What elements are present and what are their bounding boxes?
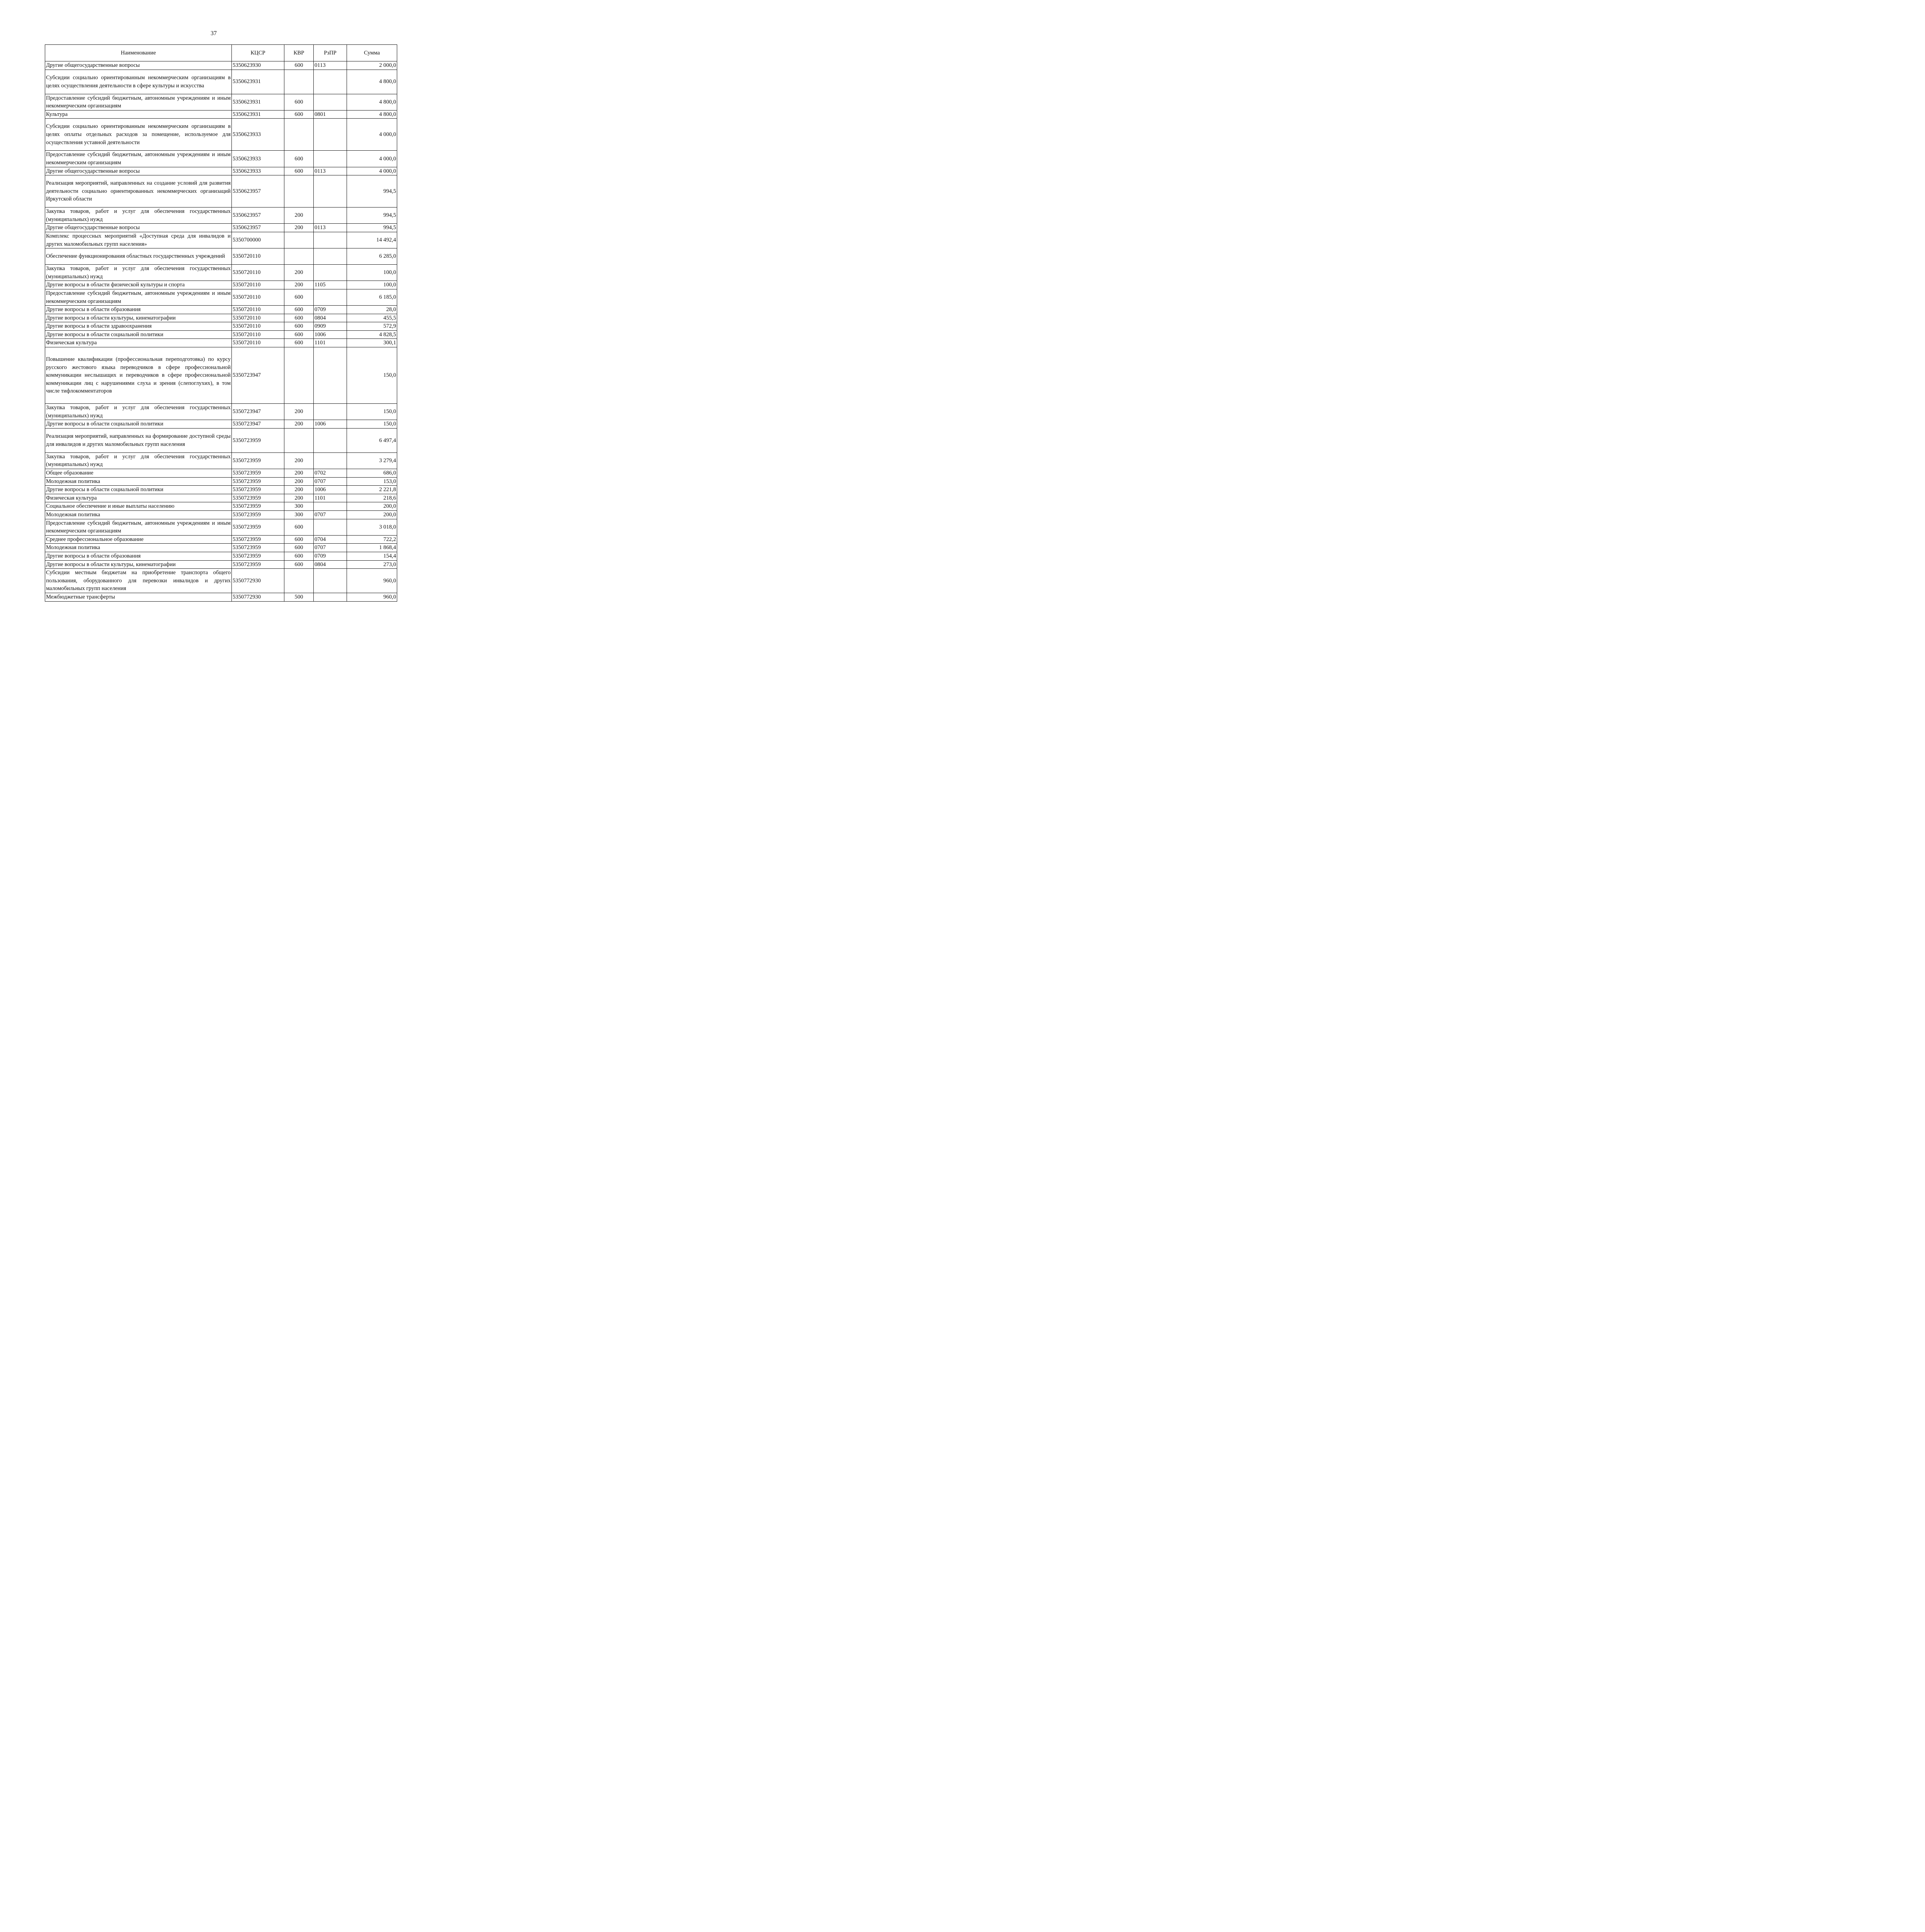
- cell-rzpr: [314, 347, 347, 404]
- cell-name: Предоставление субсидий бюджетным, автономным учреждениям и иным некоммерческим организациям: [45, 289, 232, 305]
- cell-rzpr: 0709: [314, 552, 347, 560]
- cell-kcsr: 5350723959: [232, 544, 284, 552]
- cell-kcsr: 5350720110: [232, 314, 284, 322]
- cell-name: Культура: [45, 110, 232, 119]
- cell-sum: 4 828,5: [347, 330, 397, 339]
- cell-rzpr: [314, 593, 347, 602]
- cell-kvr: [284, 232, 314, 248]
- table-row: [45, 544, 397, 552]
- table-row: [45, 593, 397, 602]
- table-row: [45, 428, 397, 452]
- cell-kcsr: 5350723959: [232, 452, 284, 469]
- cell-rzpr: 0702: [314, 469, 347, 478]
- cell-name: Закупка товаров, работ и услуг для обеспечения государственных (муниципальных) нужд: [45, 404, 232, 420]
- table-row: [45, 119, 397, 151]
- cell-name: Другие общегосударственные вопросы: [45, 61, 232, 70]
- cell-rzpr: 1006: [314, 486, 347, 494]
- cell-name: Другие вопросы в области культуры, кинематографии: [45, 314, 232, 322]
- cell-rzpr: 0909: [314, 322, 347, 331]
- cell-kcsr: 5350720110: [232, 339, 284, 347]
- cell-sum: 200,0: [347, 502, 397, 511]
- cell-name: Общее образование: [45, 469, 232, 478]
- cell-kcsr: 5350723959: [232, 535, 284, 544]
- table-row: [45, 552, 397, 560]
- cell-kvr: 600: [284, 560, 314, 569]
- table-row: [45, 330, 397, 339]
- table-row: [45, 347, 397, 404]
- cell-kcsr: 5350720110: [232, 306, 284, 314]
- cell-kvr: 600: [284, 151, 314, 167]
- cell-rzpr: 1006: [314, 330, 347, 339]
- cell-name: Субсидии местным бюджетам на приобретение транспорта общего пользования, оборудованного для перевозки инвалидов и других маломобильных групп населения: [45, 569, 232, 593]
- cell-rzpr: 0804: [314, 314, 347, 322]
- cell-sum: 150,0: [347, 347, 397, 404]
- table-row: [45, 265, 397, 281]
- cell-sum: 218,6: [347, 494, 397, 502]
- cell-sum: 2 000,0: [347, 61, 397, 70]
- table-row: [45, 452, 397, 469]
- cell-sum: 4 800,0: [347, 94, 397, 110]
- cell-kvr: 600: [284, 519, 314, 535]
- cell-kvr: 600: [284, 167, 314, 175]
- cell-name: Повышение квалификации (профессиональная переподготовка) по курсу русского жестового языка переводчиков в сфере профессиональной коммуникации неслышащих и переводчиков в сфере профессиональной коммуникации лиц с нарушениями слуха и зрения (слепоглухих), в том числе тифлокомментаторов: [45, 347, 232, 404]
- cell-kcsr: 5350623933: [232, 119, 284, 151]
- cell-rzpr: 1101: [314, 494, 347, 502]
- cell-sum: 455,5: [347, 314, 397, 322]
- cell-rzpr: [314, 248, 347, 265]
- cell-kcsr: 5350723947: [232, 420, 284, 429]
- cell-sum: 3 018,0: [347, 519, 397, 535]
- cell-rzpr: [314, 207, 347, 224]
- table-row: [45, 519, 397, 535]
- cell-rzpr: [314, 232, 347, 248]
- cell-sum: 273,0: [347, 560, 397, 569]
- cell-name: Молодежная политика: [45, 544, 232, 552]
- cell-kcsr: 5350623957: [232, 224, 284, 232]
- cell-sum: 994,5: [347, 207, 397, 224]
- cell-name: Другие вопросы в области физической культуры и спорта: [45, 281, 232, 289]
- cell-kvr: 200: [284, 265, 314, 281]
- cell-kvr: 600: [284, 289, 314, 305]
- cell-kvr: 300: [284, 502, 314, 511]
- cell-sum: 4 000,0: [347, 119, 397, 151]
- cell-name: Другие вопросы в области социальной политики: [45, 486, 232, 494]
- cell-rzpr: [314, 452, 347, 469]
- cell-name: Межбюджетные трансферты: [45, 593, 232, 602]
- cell-sum: 4 800,0: [347, 70, 397, 94]
- cell-name: Другие вопросы в области социальной политики: [45, 330, 232, 339]
- cell-sum: 994,5: [347, 175, 397, 207]
- cell-kcsr: 5350623957: [232, 175, 284, 207]
- cell-rzpr: 1105: [314, 281, 347, 289]
- cell-kcsr: 5350700000: [232, 232, 284, 248]
- cell-kvr: 600: [284, 544, 314, 552]
- cell-kcsr: 5350623931: [232, 70, 284, 94]
- cell-sum: 686,0: [347, 469, 397, 478]
- cell-kcsr: 5350723959: [232, 519, 284, 535]
- table-row: [45, 535, 397, 544]
- cell-rzpr: 0113: [314, 61, 347, 70]
- cell-sum: 6 285,0: [347, 248, 397, 265]
- table-row: [45, 175, 397, 207]
- cell-kvr: 200: [284, 404, 314, 420]
- cell-name: Субсидии социально ориентированным некоммерческим организациям в целях осуществления деятельности в сфере культуры и искусства: [45, 70, 232, 94]
- cell-sum: 150,0: [347, 404, 397, 420]
- cell-sum: 100,0: [347, 281, 397, 289]
- cell-name: Молодежная политика: [45, 477, 232, 486]
- cell-rzpr: 0113: [314, 224, 347, 232]
- cell-sum: 100,0: [347, 265, 397, 281]
- cell-name: Закупка товаров, работ и услуг для обеспечения государственных (муниципальных) нужд: [45, 207, 232, 224]
- table-row: [45, 469, 397, 478]
- header-name: Наименование: [45, 45, 232, 61]
- cell-kvr: 600: [284, 306, 314, 314]
- cell-kvr: 500: [284, 593, 314, 602]
- cell-kvr: 200: [284, 281, 314, 289]
- cell-sum: 4 000,0: [347, 151, 397, 167]
- cell-name: Другие вопросы в области культуры, кинематографии: [45, 560, 232, 569]
- table-row: [45, 110, 397, 119]
- cell-sum: 4 000,0: [347, 167, 397, 175]
- page-number: 37: [211, 30, 217, 37]
- header-sum: Сумма: [347, 45, 397, 61]
- cell-name: Предоставление субсидий бюджетным, автономным учреждениям и иным некоммерческим организациям: [45, 151, 232, 167]
- cell-kcsr: 5350723959: [232, 486, 284, 494]
- cell-kvr: 200: [284, 452, 314, 469]
- cell-kvr: [284, 569, 314, 593]
- cell-rzpr: [314, 519, 347, 535]
- table-row: [45, 511, 397, 519]
- cell-kcsr: 5350723959: [232, 477, 284, 486]
- cell-kcsr: 5350723959: [232, 552, 284, 560]
- cell-kvr: 600: [284, 552, 314, 560]
- cell-rzpr: 0704: [314, 535, 347, 544]
- cell-name: Предоставление субсидий бюджетным, автономным учреждениям и иным некоммерческим организациям: [45, 94, 232, 110]
- cell-kvr: 600: [284, 339, 314, 347]
- cell-name: Другие вопросы в области здравоохранения: [45, 322, 232, 331]
- cell-name: Закупка товаров, работ и услуг для обеспечения государственных (муниципальных) нужд: [45, 452, 232, 469]
- cell-kcsr: 5350720110: [232, 248, 284, 265]
- cell-name: Другие общегосударственные вопросы: [45, 224, 232, 232]
- cell-kcsr: 5350723959: [232, 511, 284, 519]
- table-row: [45, 322, 397, 331]
- cell-rzpr: 0801: [314, 110, 347, 119]
- cell-name: Предоставление субсидий бюджетным, автономным учреждениям и иным некоммерческим организациям: [45, 519, 232, 535]
- cell-name: Среднее профессиональное образование: [45, 535, 232, 544]
- cell-kvr: 600: [284, 330, 314, 339]
- cell-rzpr: [314, 119, 347, 151]
- cell-sum: 200,0: [347, 511, 397, 519]
- table-row: [45, 248, 397, 265]
- cell-name: Другие общегосударственные вопросы: [45, 167, 232, 175]
- table-body: [45, 61, 397, 602]
- cell-sum: 150,0: [347, 420, 397, 429]
- table-row: [45, 420, 397, 429]
- cell-rzpr: 0707: [314, 511, 347, 519]
- cell-name: Другие вопросы в области образования: [45, 552, 232, 560]
- cell-kcsr: 5350623931: [232, 110, 284, 119]
- cell-name: Физическая культура: [45, 339, 232, 347]
- cell-rzpr: 0113: [314, 167, 347, 175]
- header-kvr: КВР: [284, 45, 314, 61]
- table-row: [45, 151, 397, 167]
- budget-table: [45, 44, 397, 602]
- header-kcsr: КЦСР: [232, 45, 284, 61]
- cell-kcsr: 5350623931: [232, 94, 284, 110]
- table-row: [45, 232, 397, 248]
- cell-sum: 6 497,4: [347, 428, 397, 452]
- cell-kcsr: 5350723959: [232, 502, 284, 511]
- cell-sum: 300,1: [347, 339, 397, 347]
- table-row: [45, 289, 397, 305]
- cell-kvr: [284, 428, 314, 452]
- table-row: [45, 339, 397, 347]
- cell-rzpr: [314, 151, 347, 167]
- cell-kvr: 200: [284, 494, 314, 502]
- cell-kvr: [284, 347, 314, 404]
- cell-kvr: 600: [284, 535, 314, 544]
- header-rzpr: РзПР: [314, 45, 347, 61]
- cell-sum: 1 868,4: [347, 544, 397, 552]
- table-row: [45, 404, 397, 420]
- cell-rzpr: [314, 502, 347, 511]
- cell-sum: 994,5: [347, 224, 397, 232]
- cell-kcsr: 5350623933: [232, 151, 284, 167]
- cell-kvr: 600: [284, 314, 314, 322]
- cell-rzpr: [314, 428, 347, 452]
- cell-kvr: 200: [284, 486, 314, 494]
- cell-kvr: 600: [284, 61, 314, 70]
- cell-kvr: 600: [284, 94, 314, 110]
- cell-kcsr: 5350772930: [232, 593, 284, 602]
- cell-rzpr: 0804: [314, 560, 347, 569]
- cell-kcsr: 5350723959: [232, 494, 284, 502]
- cell-name: Социальное обеспечение и иные выплаты населению: [45, 502, 232, 511]
- cell-kcsr: 5350772930: [232, 569, 284, 593]
- cell-name: Обеспечение функционирования областных государственных учреждений: [45, 248, 232, 265]
- table-row: [45, 207, 397, 224]
- cell-kcsr: 5350623933: [232, 167, 284, 175]
- cell-kvr: 200: [284, 420, 314, 429]
- cell-kvr: 600: [284, 110, 314, 119]
- cell-kvr: [284, 175, 314, 207]
- cell-kcsr: 5350720110: [232, 330, 284, 339]
- cell-sum: 722,2: [347, 535, 397, 544]
- table-row: [45, 314, 397, 322]
- cell-kcsr: 5350723959: [232, 560, 284, 569]
- cell-rzpr: 0709: [314, 306, 347, 314]
- cell-kvr: [284, 248, 314, 265]
- cell-rzpr: 0707: [314, 477, 347, 486]
- cell-sum: 4 800,0: [347, 110, 397, 119]
- cell-rzpr: [314, 289, 347, 305]
- cell-kcsr: 5350623930: [232, 61, 284, 70]
- cell-sum: 960,0: [347, 569, 397, 593]
- cell-rzpr: [314, 265, 347, 281]
- cell-kvr: 200: [284, 477, 314, 486]
- cell-sum: 154,4: [347, 552, 397, 560]
- cell-sum: 960,0: [347, 593, 397, 602]
- table-row: [45, 224, 397, 232]
- cell-sum: 2 221,8: [347, 486, 397, 494]
- cell-name: Другие вопросы в области образования: [45, 306, 232, 314]
- cell-rzpr: [314, 70, 347, 94]
- table-row: [45, 560, 397, 569]
- cell-name: Субсидии социально ориентированным некоммерческим организациям в целях оплаты отдельных расходов за помещение, используемое для осуществления уставной деятельности: [45, 119, 232, 151]
- table-row: [45, 494, 397, 502]
- cell-rzpr: [314, 175, 347, 207]
- cell-kcsr: 5350720110: [232, 281, 284, 289]
- cell-kcsr: 5350720110: [232, 289, 284, 305]
- cell-sum: 153,0: [347, 477, 397, 486]
- cell-kcsr: 5350723947: [232, 347, 284, 404]
- cell-rzpr: [314, 404, 347, 420]
- table-row: [45, 61, 397, 70]
- cell-name: Молодежная политика: [45, 511, 232, 519]
- table-row: [45, 70, 397, 94]
- table-row: [45, 306, 397, 314]
- cell-kvr: 200: [284, 224, 314, 232]
- cell-sum: 28,0: [347, 306, 397, 314]
- cell-name: Другие вопросы в области социальной политики: [45, 420, 232, 429]
- table-row: [45, 486, 397, 494]
- cell-kcsr: 5350723959: [232, 469, 284, 478]
- cell-name: Реализация мероприятий, направленных на формирование доступной среды для инвалидов и других маломобильных групп населения: [45, 428, 232, 452]
- cell-name: Комплекс процессных мероприятий «Доступная среда для инвалидов и других маломобильных групп населения»: [45, 232, 232, 248]
- cell-kvr: 200: [284, 469, 314, 478]
- cell-name: Реализация мероприятий, направленных на создание условий для развития деятельности социально ориентированных некоммерческих организаций Иркутской области: [45, 175, 232, 207]
- cell-name: Закупка товаров, работ и услуг для обеспечения государственных (муниципальных) нужд: [45, 265, 232, 281]
- cell-rzpr: [314, 94, 347, 110]
- cell-sum: 3 279,4: [347, 452, 397, 469]
- cell-kvr: [284, 119, 314, 151]
- cell-sum: 6 185,0: [347, 289, 397, 305]
- cell-kvr: 300: [284, 511, 314, 519]
- table-row: [45, 502, 397, 511]
- cell-kcsr: 5350723959: [232, 428, 284, 452]
- cell-kvr: 200: [284, 207, 314, 224]
- cell-kcsr: 5350720110: [232, 265, 284, 281]
- cell-rzpr: [314, 569, 347, 593]
- table-row: [45, 167, 397, 175]
- cell-rzpr: 1006: [314, 420, 347, 429]
- cell-rzpr: 0707: [314, 544, 347, 552]
- cell-kcsr: 5350720110: [232, 322, 284, 331]
- cell-kvr: 600: [284, 322, 314, 331]
- cell-sum: 14 492,4: [347, 232, 397, 248]
- cell-kcsr: 5350723947: [232, 404, 284, 420]
- table-row: [45, 569, 397, 593]
- table-row: [45, 94, 397, 110]
- cell-kcsr: 5350623957: [232, 207, 284, 224]
- cell-name: Физическая культура: [45, 494, 232, 502]
- cell-kvr: [284, 70, 314, 94]
- cell-sum: 572,9: [347, 322, 397, 331]
- table-row: [45, 281, 397, 289]
- table-header-row: [45, 45, 397, 61]
- cell-rzpr: 1101: [314, 339, 347, 347]
- table-row: [45, 477, 397, 486]
